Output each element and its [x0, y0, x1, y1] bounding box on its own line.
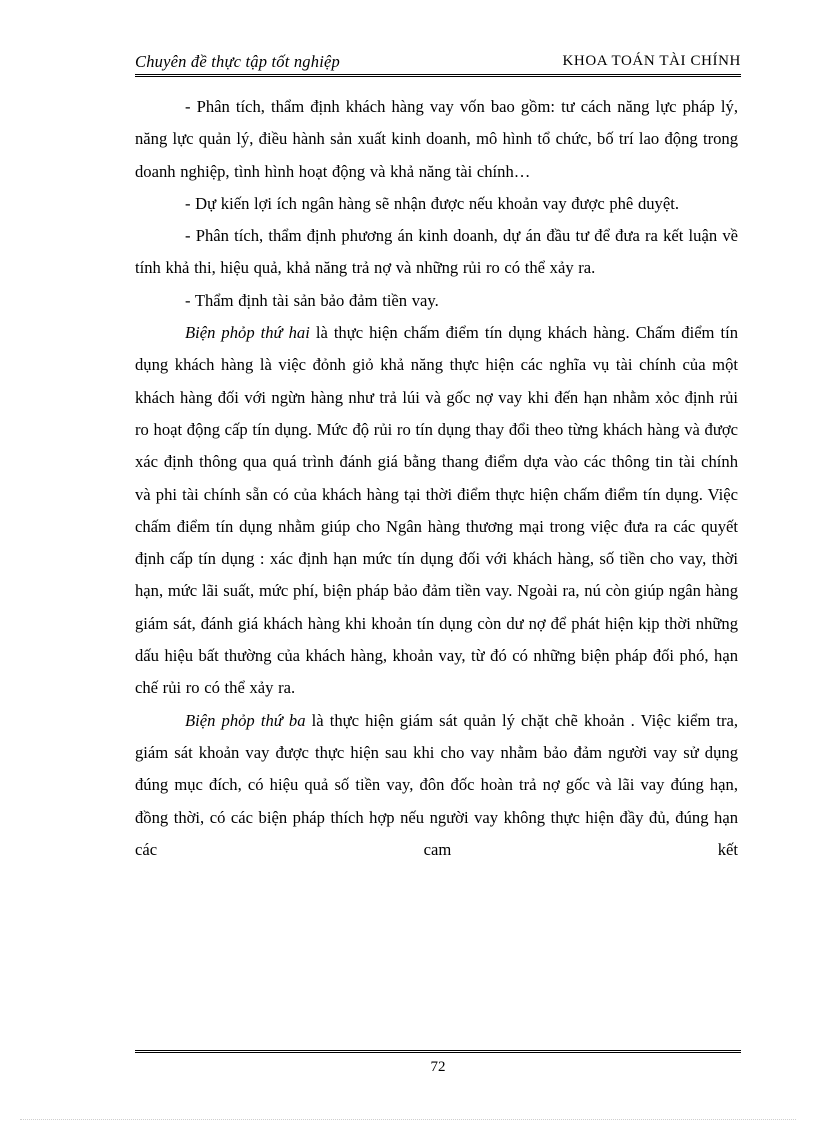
- paragraph-1: [135, 91, 738, 188]
- paragraph-text: - Dự kiến lợi ích ngân hàng sẽ nhận được nếu khoản vay được phê duyệt.: [185, 193, 679, 213]
- paragraph-text: là thực hiện giám sát quản lý chặt chẽ khoản . Việc kiểm tra, giám sát khoản vay được thực hiện sau khi cho vay nhằm bảo đảm người vay sử dụng đúng mục đích, có hiệu quả số tiền vay, đôn đốc hoàn trả nợ gốc và lãi vay đúng hạn, đồng thời, có các biện pháp thích hợp nếu người vay không thực hiện đầy đủ, đúng hạn các cam kết: [135, 710, 739, 859]
- paragraph-text: - Thẩm định tài sản bảo đảm tiền vay.: [185, 290, 439, 310]
- page-header: [135, 50, 741, 77]
- page-edge-divider: [20, 1119, 796, 1120]
- paragraph-5: [135, 317, 738, 705]
- paragraph-text: - Phân tích, thẩm định khách hàng vay vốn bao gồm: tư cách năng lực pháp lý, năng lực quản lý, điều hành sản xuất kinh doanh, mô hình tổ chức, bố trí lao động trong doanh nghiệp, tình hình hoạt động và khả năng tài chính…: [135, 97, 738, 181]
- paragraph-2: [135, 188, 738, 220]
- paragraph-6: [135, 705, 738, 866]
- paragraph-text: - Phân tích, thẩm định phương án kinh doanh, dự án đầu tư để đưa ra kết luận về tính khả thi, hiệu quả, khả năng trả nợ và những rủi ro có thể xảy ra.: [135, 226, 738, 278]
- header-faculty-name: KHOA TOÁN TÀI CHÍNH: [562, 53, 741, 69]
- paragraph-lead-italic: Biện phỏp thứ hai: [185, 323, 310, 343]
- paragraph-lead-italic: Biện phỏp thứ ba: [185, 710, 306, 730]
- paragraph-3: [135, 220, 738, 285]
- paragraph-text: là thực hiện chấm điểm tín dụng khách hàng. Chấm điểm tín dụng khách hàng là việc đỏnh giỏ khả năng thực hiện các nghĩa vụ tài chính của một khách hàng đối với ngừn hàng như trả lúi và gốc nợ vay khi đến hạn nhằm xỏc định rủi ro hoạt động cấp tín dụng. Mức độ rủi ro tín dụng thay đổi theo từng khách hàng và được xác định thông qua quá trình đánh giá bằng thang điểm dựa vào các thông tin tài chính và phi tài chính sẵn có của khách hàng tại thời điểm thực hiện chấm điểm tín dụng. Việc chấm điểm tín dụng nhằm giúp cho Ngân hàng thương mại trong việc đưa ra các quyết định cấp tín dụng : xác định hạn mức tín dụng đối với khách hàng, số tiền cho vay, thời hạn, mức lãi suất, mức phí, biện pháp bảo đảm tiền vay. Ngoài ra, nú còn giúp ngân hàng giám sát, đánh giá khách hàng khi khoản tín dụng còn dư nợ để phát hiện kịp thời những dấu hiệu bất thường của khách hàng, khoản vay, từ đó có những biện pháp đối phó, hạn chế rủi ro có thể xảy ra.: [135, 323, 738, 698]
- header-document-title: Chuyên đề thực tập tốt nghiệp: [135, 52, 340, 71]
- page-number: 72: [430, 1059, 446, 1075]
- body-text: [135, 91, 738, 866]
- paragraph-4: [135, 285, 738, 317]
- footer-rule: [135, 1050, 741, 1057]
